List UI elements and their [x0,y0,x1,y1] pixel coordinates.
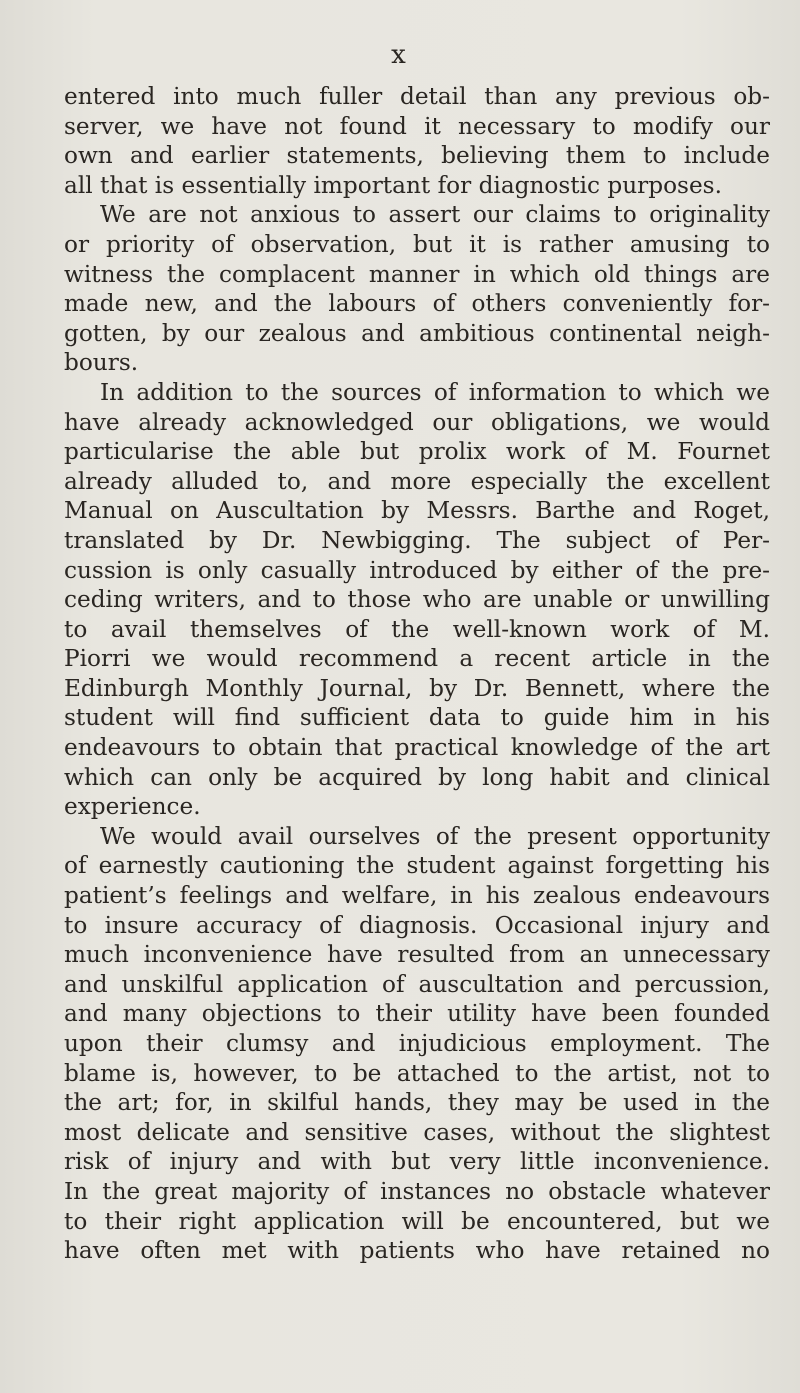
text-line: Manual on Auscultation by Messrs. Barthe and Roget, [64,497,770,525]
text-line: to avail themselves of the well-known work of M. [64,615,770,643]
text-line: Piorri we would recommend a recent article in the [64,645,770,673]
text-line: upon their clumsy and injudicious employment. The [64,1030,770,1057]
text-line: entered into much fuller detail than any previous ob- [64,83,770,110]
text-line: the art; for, in skilful hands, they may be used in the [64,1089,770,1117]
text-line: risk of injury and with but very little inconvenience. [64,1148,770,1176]
text-line: own and earlier statements, believing them to include [64,142,770,170]
text-line: particularise the able but prolix work of M. Fournet [64,438,770,466]
text-line: We are not anxious to assert our claims to originality [100,201,770,229]
page-number: x [391,40,407,70]
text-line: to their right application will be encountered, but we [64,1207,770,1235]
text-line: witness the complacent manner in which old things are [64,260,770,288]
text-line: to insure accuracy of diagnosis. Occasional injury and [64,911,770,939]
text-line: already alluded to, and more especially the excellent [64,467,770,495]
text-line: which can only be acquired by long habit and clinical [64,763,770,791]
text-line: cussion is only casually introduced by either of the pre- [64,556,770,584]
text-line: blame is, however, to be attached to the artist, not to [64,1059,770,1087]
text-line: translated by Dr. Newbigging. The subject of Per- [64,526,770,554]
body-text [64,82,770,1266]
text-line: experience. [64,793,201,821]
text-line: ceding writers, and to those who are unable or unwilling [64,586,770,614]
text-line: bours. [64,349,139,377]
text-line: gotten, by our zealous and ambitious continental neigh- [64,319,770,347]
text-line: endeavours to obtain that practical knowledge of the art [64,734,770,762]
text-line: and many objections to their utility have been founded [64,1000,770,1028]
text-line: We would avail ourselves of the present opportunity [100,822,770,850]
text-line: most delicate and sensitive cases, without the slightest [64,1118,770,1146]
text-line: have often met with patients who have retained no [64,1237,770,1265]
text-line: all that is essentially important for diagnostic purposes. [64,171,722,199]
text-line: or priority of observation, but it is rather amusing to [64,230,770,258]
text-line: In addition to the sources of information to which we [100,378,770,406]
text-line: server, we have not found it necessary to modify our [64,112,770,140]
text-line: have already acknowledged our obligations, we would [64,408,770,436]
text-line: In the great majority of instances no obstacle whatever [64,1177,770,1205]
text-line: and unskilful application of auscultation and percussion, [64,970,770,998]
text-line: patient’s feelings and welfare, in his zealous endeavours [64,882,770,910]
text-line: of earnestly cautioning the student against forgetting his [64,852,770,880]
text-line: Edinburgh Monthly Journal, by Dr. Bennett, where the [64,674,770,702]
text-line: made new, and the labours of others conveniently for- [64,290,770,318]
text-line: much inconvenience have resulted from an unnecessary [64,941,770,969]
text-line: student will find sufficient data to guide him in his [64,704,770,732]
